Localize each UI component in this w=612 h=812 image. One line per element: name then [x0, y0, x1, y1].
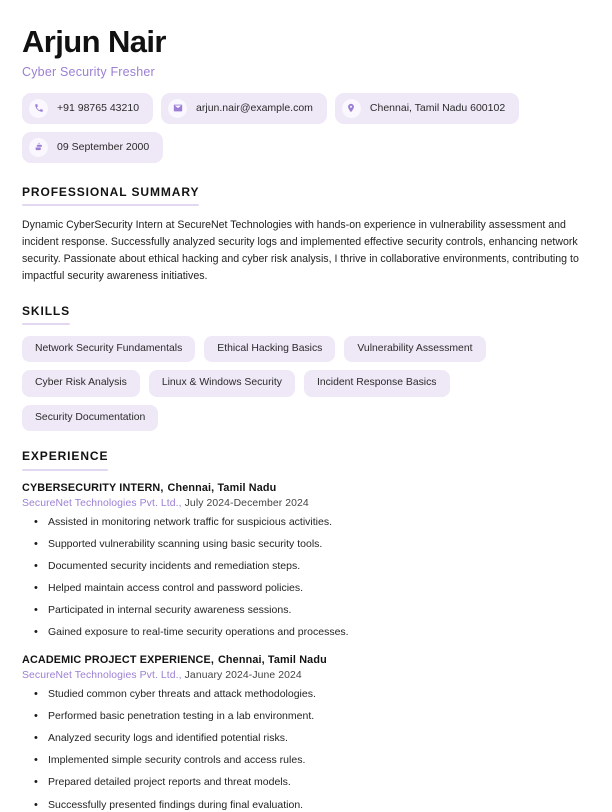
experience-heading: EXPERIENCE	[22, 449, 109, 464]
experience-dates: July 2024-December 2024	[184, 497, 309, 509]
contact-row-secondary	[22, 132, 590, 163]
contact-location[interactable]	[335, 93, 519, 124]
skill-tag: Network Security Fundamentals	[22, 336, 195, 362]
experience-bullet: • Gained exposure to real-time security operations and processes.	[48, 626, 590, 640]
experience-heading-rule	[22, 469, 108, 471]
section-experience	[22, 447, 590, 812]
contact-email-text: arjun.nair@example.com	[196, 101, 313, 114]
skill-tag: Incident Response Basics	[304, 370, 450, 396]
experience-location: Chennai, Tamil Nadu	[217, 653, 327, 666]
section-professional-summary	[22, 183, 590, 286]
skills-heading: SKILLS	[22, 303, 71, 318]
skill-tag: Linux & Windows Security	[149, 370, 295, 396]
experience-bullet: • Prepared detailed project reports and threat models.	[48, 776, 590, 790]
contact-birthdate[interactable]	[22, 132, 163, 163]
experience-bullet: • Analyzed security logs and identified potential risks.	[48, 732, 590, 746]
experience-entry	[22, 654, 590, 812]
skill-tag: Ethical Hacking Basics	[204, 336, 335, 362]
experience-body	[22, 482, 590, 812]
summary-heading: PROFESSIONAL SUMMARY	[22, 184, 200, 199]
experience-bullet: • Implemented simple security controls and access rules.	[48, 754, 590, 768]
experience-bullet: • Assisted in monitoring network traffic for suspicious activities.	[48, 516, 590, 530]
contact-row-primary	[22, 93, 590, 124]
experience-bullet: • Performed basic penetration testing in a lab environment.	[48, 710, 590, 724]
experience-bullet: • Successfully presented findings during final evaluation.	[48, 799, 590, 812]
contact-email[interactable]	[161, 93, 327, 124]
skills-body	[22, 336, 590, 431]
contact-birthdate-text: 09 September 2000	[57, 140, 150, 153]
experience-bullet: • Participated in internal security awareness sessions.	[48, 604, 590, 618]
experience-dates: January 2024-June 2024	[184, 669, 302, 681]
candidate-name: Arjun Nair	[22, 24, 166, 59]
skill-tag: Cyber Risk Analysis	[22, 370, 140, 396]
summary-body	[22, 217, 590, 286]
skill-tag: Security Documentation	[22, 405, 158, 431]
phone-icon	[29, 99, 48, 118]
summary-heading-rule	[22, 204, 199, 206]
experience-meta-line	[22, 670, 590, 681]
contact-info-group	[22, 93, 590, 163]
birthday-cake-icon	[29, 138, 48, 157]
experience-title-line	[22, 482, 590, 494]
section-skills	[22, 302, 590, 432]
experience-company: SecureNet Technologies Pvt. Ltd.,	[22, 669, 182, 681]
summary-heading-group	[22, 185, 199, 206]
email-icon	[168, 99, 187, 118]
experience-bullet: • Studied common cyber threats and attack methodologies.	[48, 688, 590, 702]
experience-role: ACADEMIC PROJECT EXPERIENCE,	[22, 653, 214, 666]
experience-location: Chennai, Tamil Nadu	[167, 481, 277, 494]
skills-heading-rule	[22, 323, 70, 325]
skills-tag-list	[22, 336, 590, 431]
experience-entry	[22, 482, 590, 640]
contact-location-text: Chennai, Tamil Nadu 600102	[369, 101, 506, 114]
experience-bullet: • Documented security incidents and remediation steps.	[48, 560, 590, 574]
candidate-title: Cyber Security Fresher	[22, 64, 155, 79]
contact-phone[interactable]	[22, 93, 153, 124]
experience-bullet-list	[22, 688, 590, 812]
experience-role: CYBERSECURITY INTERN,	[22, 481, 164, 494]
experience-bullet-list	[22, 516, 590, 640]
experience-bullet: • Helped maintain access control and password policies.	[48, 582, 590, 596]
experience-bullet: • Supported vulnerability scanning using basic security tools.	[48, 538, 590, 552]
location-pin-icon	[342, 99, 361, 118]
resume-header	[22, 26, 590, 163]
experience-meta-line	[22, 498, 590, 509]
experience-heading-group	[22, 449, 108, 470]
summary-paragraph: Dynamic CyberSecurity Intern at SecureNet Technologies with hands-on experience in vulnerability assessment and incident response. Successfully analyzed security logs and implemented effective security controls, enhancing network security. Passionate about ethical hacking and cyber risk analysis, I thrive in collaborative environments, contributing to impactful security awareness initiatives.	[22, 218, 579, 283]
experience-title-line	[22, 654, 590, 666]
experience-company: SecureNet Technologies Pvt. Ltd.,	[22, 497, 182, 509]
contact-phone-text: +91 98765 43210	[57, 101, 140, 114]
skills-heading-group	[22, 304, 70, 325]
skill-tag: Vulnerability Assessment	[344, 336, 485, 362]
